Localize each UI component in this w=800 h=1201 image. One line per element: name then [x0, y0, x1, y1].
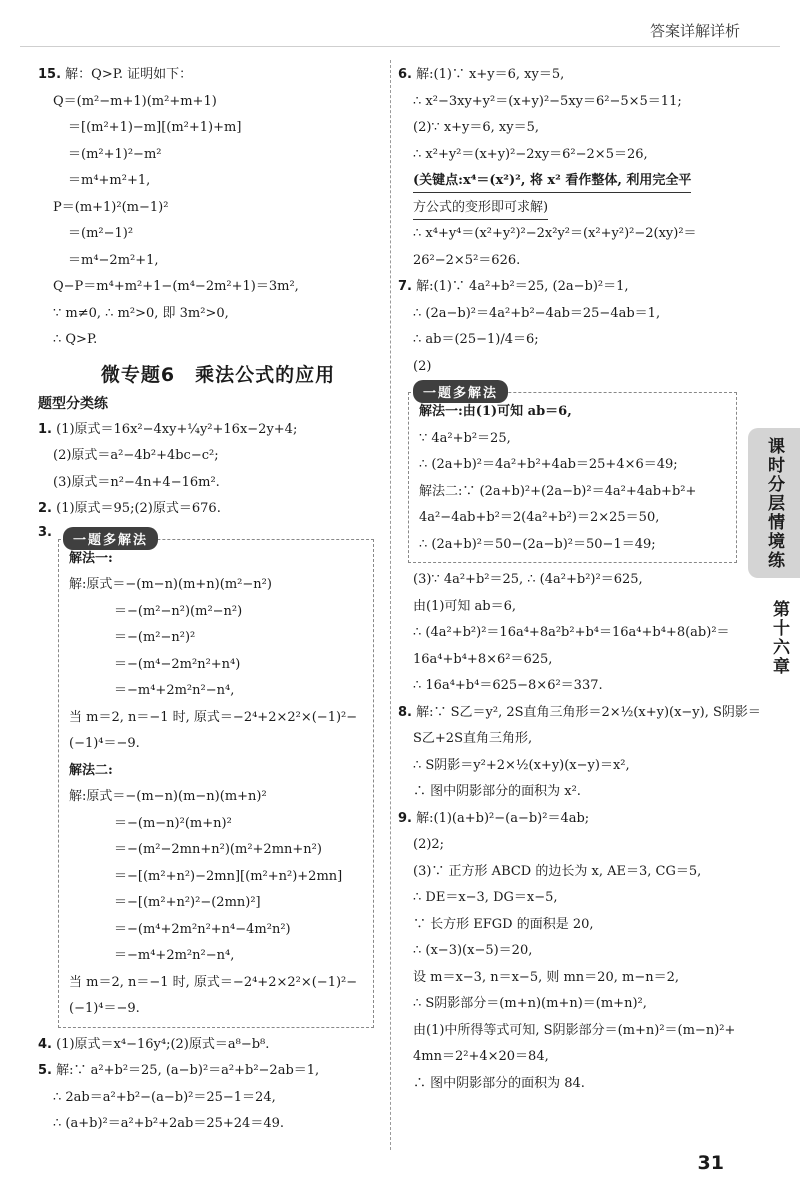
- left-column: [38, 62, 388, 1138]
- q7-line-6: ∴ (2a+b)²＝4a²+b²+4ab＝25+4×6＝49;: [419, 457, 678, 472]
- q7-line-7: 解法二:∵ (2a+b)²+(2a−b)²＝4a²+4ab+b²+: [419, 483, 697, 499]
- multi-solution-badge: 一题多解法: [63, 527, 158, 550]
- q7-line-12: ∴ (4a²+b²)²＝16a⁴+8a²b²+b⁴＝16a⁴+b⁴+8(ab)²＝: [413, 625, 730, 640]
- q3-line-6: 当 m＝2, n＝−1 时, 原式＝−2⁴+2×2²×(−1)²−: [69, 709, 358, 725]
- q15-line-5: P＝(m+1)²(m−1)²: [53, 199, 169, 215]
- q3-number: 3.: [38, 524, 52, 540]
- q6-line-6: ∴ x⁴+y⁴＝(x²+y²)²−2x²y²＝(x²+y²)²−2(xy)²＝: [413, 226, 697, 241]
- q6-line-3: ∴ x²+y²＝(x+y)²−2xy＝6²−2×5＝26,: [413, 146, 648, 162]
- q7-line-4: 解法一:由(1)可知 ab＝6,: [419, 404, 572, 419]
- q3-line-10: ＝−(m−n)²(m+n)²: [114, 815, 232, 831]
- q9-line-7: ∴ S阴影部分＝(m+n)(m+n)＝(m+n)²,: [413, 996, 647, 1011]
- column-divider: [390, 60, 391, 1150]
- q7-line-14: ∴ 16a⁴+b⁴＝625−8×6²＝337.: [413, 678, 603, 693]
- q15-line-7: ＝m⁴−2m²+1,: [68, 252, 159, 268]
- q8-line-2: ∴ S阴影＝y²+2×½(x+y)(x−y)＝x²,: [413, 757, 630, 773]
- q3-line-14: ＝−(m⁴+2m²n²+n⁴−4m²n²): [114, 921, 291, 937]
- q7-line-11: 由(1)可知 ab＝6,: [413, 598, 517, 614]
- q7-number: 7.: [398, 279, 412, 294]
- q6-line-2: (2)∵ x+y＝6, xy＝5,: [413, 120, 540, 135]
- q7-line-0: 7. 解:(1)∵ 4a²+b²＝25, (2a−b)²＝1,: [398, 279, 629, 294]
- q3-line-5: ＝−m⁴+2m²n²−n⁴,: [114, 683, 235, 698]
- q4-number: 4.: [38, 1036, 52, 1052]
- q8-line-0: 8. 解:∵ S乙＝y², 2S直角三角形＝2×½(x+y)(x−y), S阴影＝: [398, 704, 761, 720]
- q1-line-2: (3)原式＝n²−4n+4−16m².: [53, 474, 220, 490]
- q5-number: 5.: [38, 1063, 52, 1078]
- q5-line-0: 5. 解:∵ a²+b²＝25, (a−b)²＝a²+b²−2ab＝1,: [38, 1063, 320, 1078]
- q7-line-9: ∴ (2a+b)²＝50−(2a−b)²＝50−1＝49;: [419, 536, 656, 552]
- q15-line-0: 15. 解：Q>P. 证明如下：: [38, 67, 193, 82]
- q5-line-2: ∴ (a+b)²＝a²+b²+2ab＝25+24＝49.: [53, 1116, 284, 1131]
- q6-line-7: 26²−2×5²＝626.: [413, 252, 521, 268]
- q9-line-0: 9. 解:(1)(a+b)²−(a−b)²＝4ab;: [398, 810, 590, 826]
- q1-line-1: (2)原式＝a²−4b²+4bc−c²;: [53, 448, 219, 463]
- q2-number: 2.: [38, 501, 52, 516]
- sub-title: 题型分类练: [38, 395, 108, 412]
- q3-line-3: ＝−(m²−n²)²: [114, 630, 196, 645]
- q7-line-10: (3)∵ 4a²+b²＝25, ∴ (4a²+b²)²＝625,: [413, 572, 643, 587]
- q3-line-7: (−1)⁴＝−9.: [69, 736, 140, 751]
- q6-number: 6.: [398, 67, 412, 82]
- q7-line-5: ∵ 4a²+b²＝25,: [419, 430, 511, 446]
- q9-line-9: 4mn＝2²+4×20＝84,: [413, 1049, 549, 1064]
- q15-line-6: ＝(m²−1)²: [68, 226, 134, 241]
- page-header-title: 答案详解详析: [649, 22, 740, 40]
- q3-line-16: 当 m＝2, n＝−1 时, 原式＝−2⁴+2×2²×(−1)²−: [69, 974, 358, 990]
- right-column: [398, 62, 761, 1097]
- q15-line-8: Q−P＝m⁴+m²+1−(m⁴−2m²+1)＝3m²,: [53, 279, 299, 294]
- q7-line-2: ∴ ab＝(25−1)/4＝6;: [413, 332, 539, 347]
- q8-line-1: S乙+2S直角三角形,: [413, 731, 533, 746]
- q7-solution-box: [408, 386, 737, 563]
- section-title: 微专题6 乘法公式的应用: [100, 363, 336, 386]
- q9-line-8: 由(1)中所得等式可知, S阴影部分＝(m+n)²＝(m−n)²+: [413, 1022, 736, 1038]
- key-point-note-cont: 方公式的变形即可求解): [398, 195, 743, 222]
- q6-line-1: ∴ x²−3xy+y²＝(x+y)²−5xy＝6²−5×5＝11;: [413, 93, 682, 109]
- q9-line-3: ∴ DE＝x−3, DG＝x−5,: [413, 890, 558, 905]
- q3-line-0: 解法一:: [69, 550, 113, 566]
- q3-line-11: ＝−(m²−2mn+n²)(m²+2mn+n²): [114, 842, 322, 857]
- multi-solution-badge: 一题多解法: [413, 380, 508, 403]
- q5-line-1: ∴ 2ab＝a²+b²−(a−b)²＝25−1＝24,: [53, 1089, 276, 1105]
- q9-line-5: ∴ (x−3)(x−5)＝20,: [413, 943, 533, 958]
- q9-line-4: ∵ 长方形 EFGD 的面积是 20,: [413, 916, 594, 932]
- q15-line-10: ∴ Q>P.: [53, 332, 98, 347]
- key-point-note: (关键点:x⁴＝(x²)², 将 x² 看作整体, 利用完全平: [398, 168, 743, 195]
- q8-number: 8.: [398, 704, 412, 720]
- q15-line-3: ＝(m²+1)²−m²: [68, 146, 162, 162]
- q15-line-2: ＝[(m²+1)−m][(m²+1)+m]: [68, 120, 242, 135]
- q3-solution-box: [58, 532, 374, 1028]
- sidebar-chapter-label: 第十六章: [769, 600, 789, 676]
- q3-line-8: 解法二:: [69, 762, 113, 778]
- sidebar-tab-label: 课时分层情境练: [748, 428, 800, 578]
- q3-line-1: 解:原式＝−(m−n)(m+n)(m²−n²): [69, 577, 272, 592]
- q3-line-9: 解:原式＝−(m−n)(m−n)(m+n)²: [69, 789, 267, 804]
- page-number: 31: [697, 1152, 724, 1174]
- q7-line-3: (2): [413, 358, 432, 374]
- q8-line-3: ∴ 图中阴影部分的面积为 x².: [413, 784, 581, 799]
- q6-line-0: 6. 解:(1)∵ x+y＝6, xy＝5,: [398, 67, 565, 82]
- q7-line-1: ∴ (2a−b)²＝4a²+b²−4ab＝25−4ab＝1,: [413, 305, 661, 321]
- q3-line-12: ＝−[(m²+n²)−2mn][(m²+n²)+2mn]: [114, 868, 343, 884]
- q4-line: 4. (1)原式＝x⁴−16y⁴;(2)原式＝a⁸−b⁸.: [38, 1036, 270, 1052]
- q15-number: 15.: [38, 67, 62, 82]
- q9-line-1: (2)2;: [413, 837, 445, 852]
- q1-line-0: 1. (1)原式＝16x²−4xy+¼y²+16x−2y+4;: [38, 421, 298, 437]
- q3-line-17: (−1)⁴＝−9.: [69, 1001, 140, 1016]
- q9-number: 9.: [398, 810, 412, 826]
- q15-line-1: Q＝(m²−m+1)(m²+m+1): [53, 93, 217, 109]
- q9-line-10: ∴ 图中阴影部分的面积为 84.: [413, 1075, 585, 1091]
- q3-line-13: ＝−[(m²+n²)²−(2mn)²]: [114, 895, 261, 910]
- q7-line-13: 16a⁴+b⁴+8×6²＝625,: [413, 651, 553, 667]
- q7-line-8: 4a²−4ab+b²＝2(4a²+b²)＝2×25＝50,: [419, 510, 660, 525]
- q3-line-15: ＝−m⁴+2m²n²−n⁴,: [114, 948, 235, 963]
- q3-line-2: ＝−(m²−n²)(m²−n²): [114, 603, 243, 619]
- q15-line-4: ＝m⁴+m²+1,: [68, 173, 151, 188]
- header-rule: [20, 46, 780, 47]
- q15-line-9: ∵ m≠0, ∴ m²>0, 即 3m²>0,: [53, 305, 229, 321]
- q3-line-4: ＝−(m⁴−2m²n²+n⁴): [114, 656, 241, 672]
- q2-line: 2. (1)原式＝95;(2)原式＝676.: [38, 501, 221, 516]
- q9-line-6: 设 m＝x−3, n＝x−5, 则 mn＝20, m−n＝2,: [413, 969, 679, 985]
- q1-number: 1.: [38, 421, 52, 437]
- q9-line-2: (3)∵ 正方形 ABCD 的边长为 x, AE＝3, CG＝5,: [413, 863, 702, 879]
